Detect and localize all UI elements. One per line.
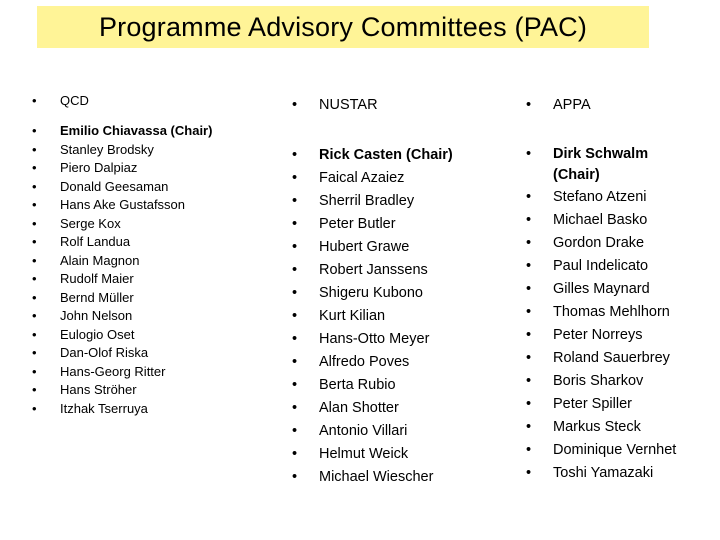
bullet: • bbox=[32, 215, 37, 231]
bullet: • bbox=[526, 281, 532, 297]
list-item bbox=[32, 289, 212, 308]
bullet: • bbox=[32, 271, 37, 286]
list-item bbox=[32, 326, 212, 345]
member-name: Hans-Otto Meyer bbox=[319, 331, 430, 347]
member-name: Toshi Yamazaki bbox=[553, 465, 654, 481]
chair-name: Emilio Chiavassa (Chair) bbox=[60, 123, 213, 138]
member-name: Donald Geesaman bbox=[60, 178, 169, 194]
list-item bbox=[292, 328, 453, 351]
member-name: Robert Janssens bbox=[319, 262, 428, 278]
chair-name-line1: Dirk Schwalm bbox=[553, 146, 649, 162]
member-name: Michael Wiescher bbox=[319, 469, 434, 485]
list-item-chair bbox=[292, 144, 453, 167]
member-name: Gordon Drake bbox=[553, 235, 645, 251]
list-item bbox=[32, 233, 212, 252]
member-name: Hans Ake Gustafsson bbox=[60, 197, 186, 212]
list-item bbox=[526, 255, 676, 278]
list-item bbox=[32, 178, 212, 197]
bullet: • bbox=[292, 354, 298, 370]
list-item bbox=[32, 381, 212, 400]
member-name: Stanley Brodsky bbox=[60, 141, 154, 157]
list-item bbox=[292, 374, 453, 397]
bullet: • bbox=[526, 235, 532, 251]
bullet: • bbox=[32, 363, 37, 379]
member-name: Rolf Landua bbox=[60, 234, 131, 249]
bullet: • bbox=[526, 373, 532, 389]
list-item-chair bbox=[32, 122, 212, 141]
bullet: • bbox=[292, 331, 298, 347]
member-name: Serge Kox bbox=[60, 215, 121, 231]
member-name: Gilles Maynard bbox=[553, 281, 650, 297]
member-name: Faical Azaiez bbox=[319, 170, 405, 186]
member-name: Shigeru Kubono bbox=[319, 285, 423, 301]
list-item-chair bbox=[526, 144, 676, 186]
list-item bbox=[292, 305, 453, 328]
list-item bbox=[292, 443, 453, 466]
bullet: • bbox=[526, 304, 532, 320]
bullet: • bbox=[526, 327, 532, 343]
bullet: • bbox=[292, 147, 298, 163]
member-name: Dominique Vernhet bbox=[553, 442, 677, 458]
bullet: • bbox=[32, 160, 37, 175]
page-title: Programme Advisory Committees (PAC) bbox=[98, 11, 588, 42]
committee-appa bbox=[526, 92, 676, 485]
member-name: Stefano Atzeni bbox=[553, 189, 647, 205]
bullet: • bbox=[526, 146, 532, 162]
list-item bbox=[526, 439, 676, 462]
bullet: • bbox=[32, 326, 37, 342]
member-name: Bernd Müller bbox=[60, 289, 134, 305]
list-item bbox=[292, 397, 453, 420]
member-name: Eulogio Oset bbox=[60, 326, 135, 342]
list-item bbox=[526, 416, 676, 439]
list-item bbox=[526, 347, 676, 370]
member-name: Peter Spiller bbox=[553, 396, 632, 412]
list-item bbox=[32, 252, 212, 271]
member-list bbox=[32, 141, 212, 419]
bullet: • bbox=[292, 285, 298, 301]
member-name: Paul Indelicato bbox=[553, 258, 649, 274]
list-item bbox=[32, 344, 212, 363]
list-item bbox=[526, 370, 676, 393]
committee-name: QCD bbox=[60, 93, 89, 108]
committee-heading bbox=[526, 94, 676, 124]
member-name: Thomas Mehlhorn bbox=[553, 304, 670, 320]
committee-name: NUSTAR bbox=[319, 97, 378, 113]
list-item bbox=[32, 363, 212, 382]
member-list bbox=[526, 186, 676, 485]
bullet: • bbox=[292, 97, 298, 113]
chair-name-line2: (Chair) bbox=[553, 167, 600, 183]
bullet: • bbox=[32, 93, 37, 108]
bullet: • bbox=[292, 446, 298, 462]
chair-name: Rick Casten (Chair) bbox=[319, 147, 453, 163]
list-item bbox=[32, 141, 212, 160]
member-name: Peter Butler bbox=[319, 216, 396, 232]
list-item bbox=[526, 301, 676, 324]
member-name: Alfredo Poves bbox=[319, 354, 410, 370]
member-name: Roland Sauerbrey bbox=[553, 350, 670, 366]
list-item bbox=[292, 259, 453, 282]
bullet: • bbox=[526, 350, 532, 366]
list-item bbox=[526, 324, 676, 347]
list-item bbox=[32, 215, 212, 234]
list-item bbox=[32, 400, 212, 419]
committee-nustar bbox=[292, 92, 453, 489]
bullet: • bbox=[526, 396, 532, 412]
list-item bbox=[526, 232, 676, 255]
list-item bbox=[292, 190, 453, 213]
committee-qcd bbox=[32, 92, 212, 418]
bullet: • bbox=[526, 189, 532, 205]
member-name: Berta Rubio bbox=[319, 377, 396, 393]
bullet: • bbox=[292, 423, 298, 439]
committee-heading bbox=[292, 94, 453, 124]
bullet: • bbox=[292, 262, 298, 278]
member-name: John Nelson bbox=[60, 308, 133, 323]
member-name: Hans-Georg Ritter bbox=[60, 363, 166, 379]
member-name: Dan-Olof Riska bbox=[60, 345, 149, 360]
member-name: Michael Basko bbox=[553, 212, 648, 228]
bullet: • bbox=[32, 178, 37, 194]
member-name: Kurt Kilian bbox=[319, 308, 386, 324]
list-item bbox=[292, 466, 453, 489]
list-item bbox=[292, 420, 453, 443]
bullet: • bbox=[292, 377, 298, 393]
bullet: • bbox=[32, 234, 37, 249]
bullet: • bbox=[32, 308, 37, 323]
bullet: • bbox=[32, 289, 37, 305]
list-item bbox=[526, 209, 676, 232]
bullet: • bbox=[292, 216, 298, 232]
title-banner bbox=[37, 6, 649, 48]
bullet: • bbox=[526, 97, 532, 113]
member-name: Rudolf Maier bbox=[60, 271, 134, 286]
member-name: Hans Ströher bbox=[60, 382, 137, 397]
bullet: • bbox=[32, 252, 37, 268]
member-name: Alain Magnon bbox=[60, 252, 140, 268]
bullet: • bbox=[526, 465, 532, 481]
bullet: • bbox=[32, 141, 37, 157]
list-item bbox=[32, 307, 212, 326]
list-item bbox=[292, 213, 453, 236]
committee-heading bbox=[32, 92, 212, 122]
bullet: • bbox=[32, 123, 37, 138]
committee-name: APPA bbox=[553, 97, 591, 113]
member-name: Peter Norreys bbox=[553, 327, 643, 343]
member-name: Piero Dalpiaz bbox=[60, 160, 138, 175]
list-item bbox=[292, 351, 453, 374]
bullet: • bbox=[32, 197, 37, 212]
list-item bbox=[292, 282, 453, 305]
bullet: • bbox=[292, 170, 298, 186]
list-item bbox=[526, 393, 676, 416]
list-item bbox=[32, 196, 212, 215]
member-name: Boris Sharkov bbox=[553, 373, 644, 389]
bullet: • bbox=[32, 400, 37, 416]
bullet: • bbox=[526, 258, 532, 274]
member-name: Itzhak Tserruya bbox=[60, 400, 148, 416]
bullet: • bbox=[292, 469, 298, 485]
list-item bbox=[526, 278, 676, 301]
bullet: • bbox=[292, 239, 298, 255]
member-name: Alan Shotter bbox=[319, 400, 399, 416]
member-name: Sherril Bradley bbox=[319, 193, 415, 209]
bullet: • bbox=[526, 442, 532, 458]
list-item bbox=[526, 186, 676, 209]
list-item bbox=[292, 236, 453, 259]
member-name: Markus Steck bbox=[553, 419, 641, 435]
bullet: • bbox=[292, 193, 298, 209]
list-item bbox=[32, 159, 212, 178]
bullet: • bbox=[526, 419, 532, 435]
bullet: • bbox=[32, 382, 37, 397]
bullet: • bbox=[292, 400, 298, 416]
member-name: Hubert Grawe bbox=[319, 239, 410, 255]
bullet: • bbox=[526, 212, 532, 228]
bullet: • bbox=[292, 308, 298, 324]
member-list bbox=[292, 167, 453, 489]
list-item bbox=[32, 270, 212, 289]
list-item bbox=[526, 462, 676, 485]
list-item bbox=[292, 167, 453, 190]
bullet: • bbox=[32, 345, 37, 360]
member-name: Helmut Weick bbox=[319, 446, 409, 462]
member-name: Antonio Villari bbox=[319, 423, 408, 439]
